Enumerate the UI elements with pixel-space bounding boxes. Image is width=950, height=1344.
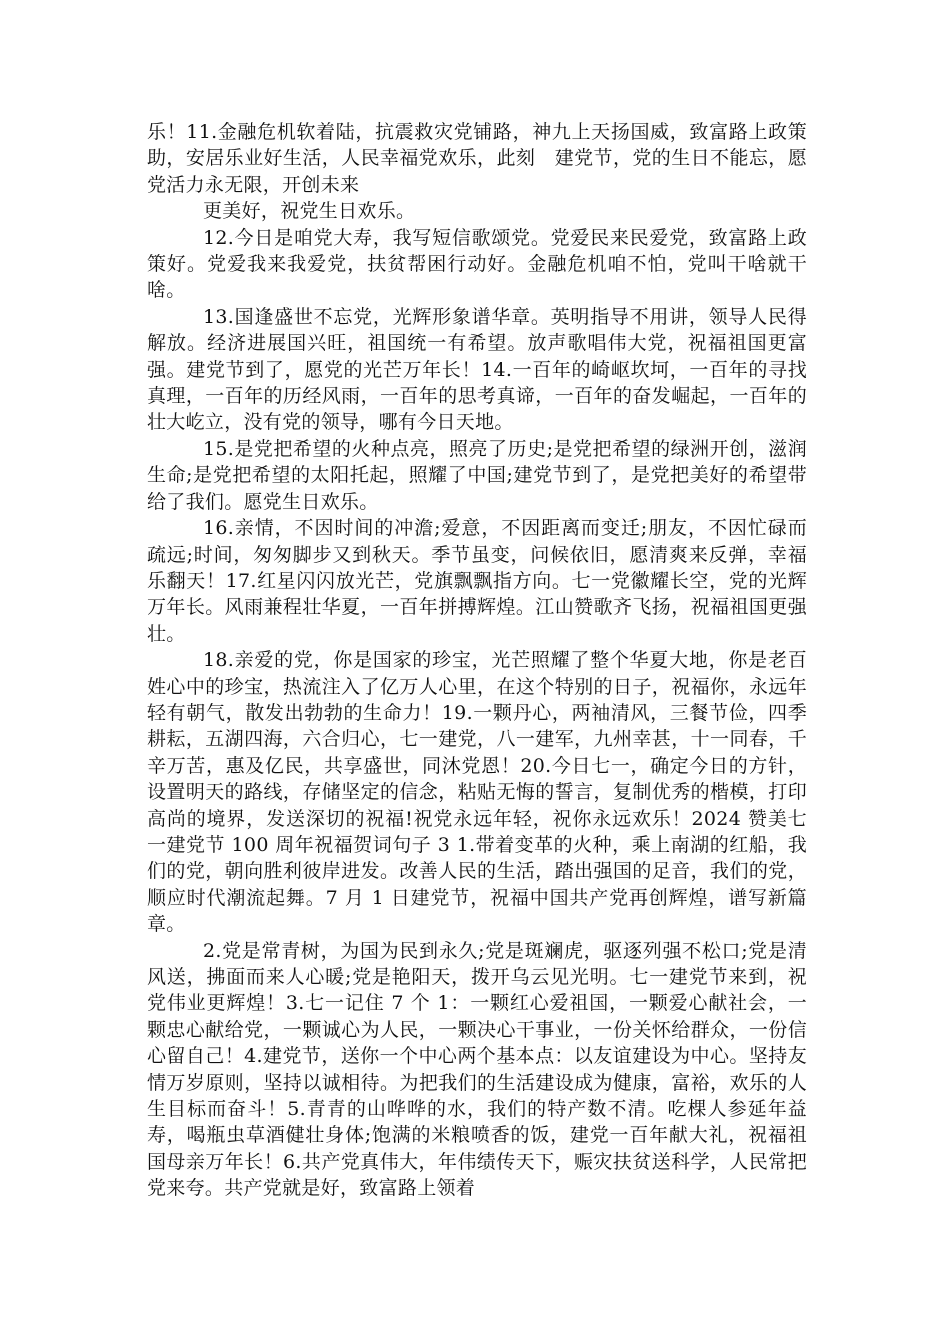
paragraph-8: 2.党是常青树，为国为民到永久;党是斑斓虎，驱逐列强不松口;党是清风送，拂面而来人心暖;党是艳阳天，拨开乌云见光明。七一建党节来到，祝党伟业更辉煌！3.七一记住 7 个 1：一颗红心爱祖国，一颗爱心献社会，一颗忠心献给党，一颗诚心为人民，一颗决心干事业，一份关怀给群众，一份信心留自己！4.建党节，送你一个中心两个基本点：以友谊建设为中心。坚持友情万岁原则，坚持以诚相待。为把我们的生活建设成为健康，富裕，欢乐的人生目标而奋斗！5.青青的山哗哗的水，我们的特产数不清。吃棵人参延年益寿，喝瓶虫草酒健壮身体;饱满的米粮喷香的饭，建党一百年献大礼，祝福祖国母亲万年长！6.共产党真伟大，年伟绩传天下，赈灾扶贫送科学，人民常把党来夸。共产党就是好，致富路上领着 (147, 939, 807, 1200)
paragraph-5: 15.是党把希望的火种点亮，照亮了历史;是党把希望的绿洲开创，滋润生命;是党把希望的太阳托起，照耀了中国;建党节到了，是党把美好的希望带给了我们。愿党生日欢乐。 (147, 437, 807, 513)
paragraph-6: 16.亲情，不因时间的冲澹;爱意，不因距离而变迁;朋友，不因忙碌而疏远;时间，匆匆脚步又到秋天。季节虽变，问候依旧，愿清爽来反弹，幸福乐翻天！17.红星闪闪放光芒，党旗飘飘指方向。七一党徽耀长空，党的光辉万年长。风雨兼程壮华夏，一百年拼搏辉煌。江山赞歌齐飞扬，祝福祖国更强壮。 (147, 517, 807, 645)
paragraph-3: 12.今日是咱党大寿，我写短信歌颂党。党爱民来民爱党，致富路上政策好。党爱我来我爱党，扶贫帮困行动好。金融危机咱不怕，党叫干啥就干啥。 (147, 226, 807, 302)
paragraph-1: 乐！11.金融危机软着陆，抗震救灾党铺路，神九上天扬国威，致富路上政策助，安居乐业好生活，人民幸福党欢乐，此刻 建党节，党的生日不能忘，愿党活力永无限，开创未来 (147, 121, 807, 196)
paragraph-2: 更美好，祝党生日欢乐。 (203, 200, 416, 223)
paragraph-7: 18.亲爱的党，你是国家的珍宝，光芒照耀了整个华夏大地，你是老百姓心中的珍宝，热流注入了亿万人心里，在这个特别的日子，祝福你，永远年轻有朝气，散发出勃勃的生命力！19.一颗丹心，两袖清风，三餐节俭，四季耕耘，五湖四海，六合归心，七一建党，八一建军，九州幸甚，十一同春，千辛万苦，惠及亿民，共享盛世，同沐党恩！20.今日七一，确定今日的方针，设置明天的路线，存储坚定的信念，粘贴无悔的誓言，复制优秀的楷模，打印高尚的境界，发送深切的祝福!祝党永远年轻，祝你永远欢乐！2024 赞美七一建党节 100 周年祝福贺词句子 3 1.带着变革的火种，乘上南湖的红船，我们的党，朝向胜利彼岸进发。改善人民的生活，踏出强国的足音，我们的党，顺应时代潮流起舞。7 月 1 日建党节，祝福中国共产党再创辉煌，谱写新篇章。 (147, 649, 807, 936)
document-body (147, 119, 807, 1202)
paragraph-4: 13.国逢盛世不忘党，光辉形象谱华章。英明指导不用讲，领导人民得解放。经济进展国兴旺，祖国统一有希望。放声歌唱伟大党，祝福祖国更富强。建党节到了，愿党的光芒万年长！14.一百年的崎岖坎坷，一百年的寻找真理，一百年的历经风雨，一百年的思考真谛，一百年的奋发崛起，一百年的壮大屹立，没有党的领导，哪有今日天地。 (147, 305, 807, 434)
